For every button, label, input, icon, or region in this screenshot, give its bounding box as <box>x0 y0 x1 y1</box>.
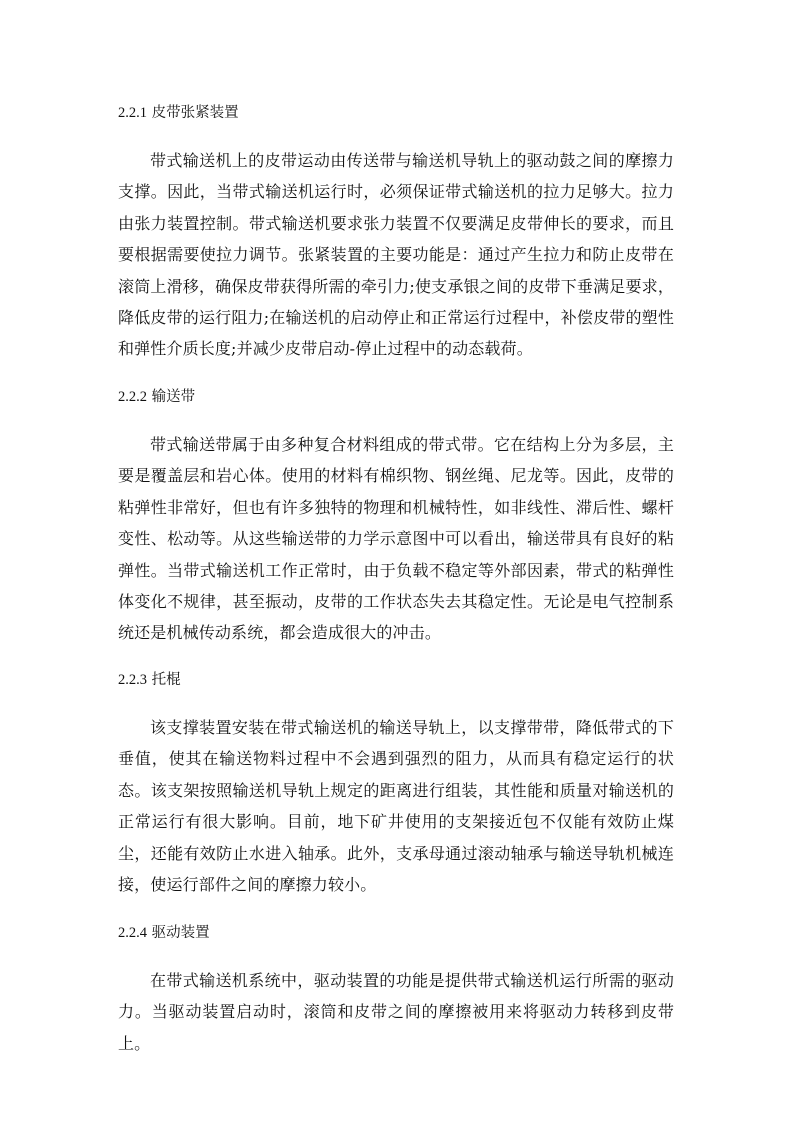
section-title: 皮带张紧装置 <box>151 105 239 121</box>
section-number: 2.2.2 <box>118 389 147 405</box>
section-paragraph-2-2-3: 该支撑装置安装在带式输送机的输送导轨上，以支撑带带，降低带式的下垂值，使其在输送物料过程中不会遇到强烈的阻力，从而具有稳定运行的状态。该支架按照输送机导轨上规定的距离进行组装，其性能和质量对输送机的正常运行有很大影响。目前，地下矿井使用的支架接近包不仅能有效防止煤尘，还能有效防止水进入轴承。此外，支承母通过滚动轴承与输送导轨机械连接，使运行部件之间的摩擦力较小。 <box>118 718 674 895</box>
section-paragraph-2-2-4: 在带式输送机系统中，驱动装置的功能是提供带式输送机运行所需的驱动力。当驱动装置启动时，滚筒和皮带之间的摩擦被用来将驱动力转移到皮带上。 <box>118 971 674 1053</box>
section-number: 2.2.1 <box>118 105 147 121</box>
section-heading-2-2-3 <box>118 670 181 690</box>
section-paragraph-2-2-2: 带式输送带属于由多种复合材料组成的带式带。它在结构上分为多层，主要是覆盖层和岩心体。使用的材料有棉织物、钢丝绳、尼龙等。因此，皮带的粘弹性非常好，但也有许多独特的物理和机械特性，如非线性、滞后性、螺杆变性、松动等。从这些输送带的力学示意图中可以看出，输送带具有良好的粘弹性。当带式输送机工作正常时，由于负载不稳定等外部因素，带式的粘弹性体变化不规律，甚至振动，皮带的工作状态失去其稳定性。无论是电气控制系统还是机械传动系统，都会造成很大的冲击。 <box>118 435 674 643</box>
section-heading-2-2-2 <box>118 387 195 407</box>
section-number: 2.2.4 <box>118 925 147 941</box>
section-number: 2.2.3 <box>118 672 147 688</box>
section-title: 输送带 <box>151 389 196 405</box>
section-title: 驱动装置 <box>151 925 210 941</box>
section-paragraph-2-2-1: 带式输送机上的皮带运动由传送带与输送机导轨上的驱动鼓之间的摩擦力支撑。因此，当带式输送机运行时，必须保证带式输送机的拉力足够大。拉力由张力装置控制。带式输送机要求张力装置不仅要满足皮带伸长的要求，而且要根据需要使拉力调节。张紧装置的主要功能是：通过产生拉力和防止皮带在滚筒上滑移，确保皮带获得所需的牵引力;使支承银之间的皮带下垂满足要求，降低皮带的运行阻力;在输送机的启动停止和正常运行过程中，补偿皮带的塑性和弹性介质长度;并减少皮带启动-停止过程中的动态载荷。 <box>118 151 674 359</box>
section-heading-2-2-4 <box>118 923 210 943</box>
section-title: 托棍 <box>151 672 181 688</box>
section-heading-2-2-1 <box>118 103 239 123</box>
